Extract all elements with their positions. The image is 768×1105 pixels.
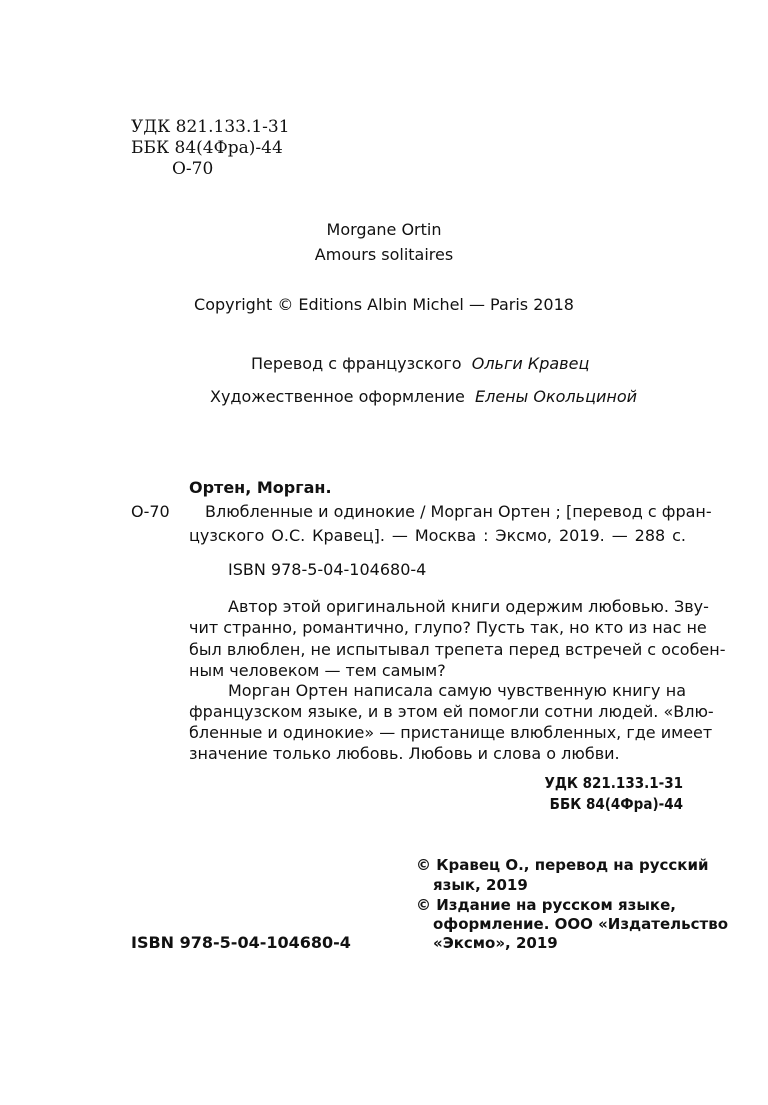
copyright-line: оформление. ООО «Издательство <box>433 915 729 933</box>
annotation-line: чит странно, романтично, глупо? Пусть так, но кто из нас не <box>189 618 707 637</box>
design-credit <box>210 387 637 406</box>
author-mark: О-70 <box>172 159 214 179</box>
original-title: Amours solitaires <box>314 245 454 264</box>
original-author: Morgane Ortin <box>326 220 442 239</box>
design-label: Художественное оформление <box>210 387 465 406</box>
bbk-code: ББК 84(4Фра)-44 <box>131 138 283 158</box>
udk-code: УДК 821.133.1-31 <box>131 117 290 137</box>
annotation-line: бленные и одинокие» — пристанище влюбленных, где имеет <box>189 723 713 742</box>
designer-name: Елены Окольциной <box>475 387 637 406</box>
translation-label: Перевод с французского <box>251 354 462 373</box>
catalog-isbn: ISBN 978-5-04-104680-4 <box>228 560 427 579</box>
catalog-heading: Ортен, Морган. <box>189 478 332 497</box>
annotation-line: значение только любовь. Любовь и слова о любви. <box>189 744 620 763</box>
catalog-line: Влюбленные и одинокие / Морган Ортен ; [перевод с фран- <box>205 502 712 521</box>
catalog-mark: О-70 <box>131 502 170 521</box>
catalog-udk: УДК 821.133.1-31 <box>544 774 683 792</box>
annotation-line: французском языке, и в этом ей помогли сотни людей. «Влю- <box>189 702 714 721</box>
copyright-line: © Издание на русском языке, <box>416 896 676 914</box>
translator-name: Ольги Кравец <box>471 354 590 373</box>
annotation-line: ным человеком — тем самым? <box>189 661 446 680</box>
catalog-line: цузского О.С. Кравец]. — Москва : Эксмо, 2019. — 288 с. <box>189 526 686 545</box>
annotation-line: Морган Ортен написала самую чувственную книгу на <box>228 681 686 700</box>
copyright-line: © Кравец О., перевод на русский <box>416 856 709 874</box>
copyright-line: язык, 2019 <box>433 876 528 894</box>
translation-credit <box>251 354 589 373</box>
annotation-line: был влюблен, не испытывал трепета перед встречей с особен- <box>189 640 726 659</box>
bottom-isbn: ISBN 978-5-04-104680-4 <box>131 933 351 952</box>
copyright-line: «Эксмо», 2019 <box>433 934 558 952</box>
annotation-line: Автор этой оригинальной книги одержим любовью. Зву- <box>228 597 709 616</box>
original-copyright: Copyright © Editions Albin Michel — Paris 2018 <box>194 295 574 314</box>
catalog-bbk: ББК 84(4Фра)-44 <box>549 795 683 813</box>
